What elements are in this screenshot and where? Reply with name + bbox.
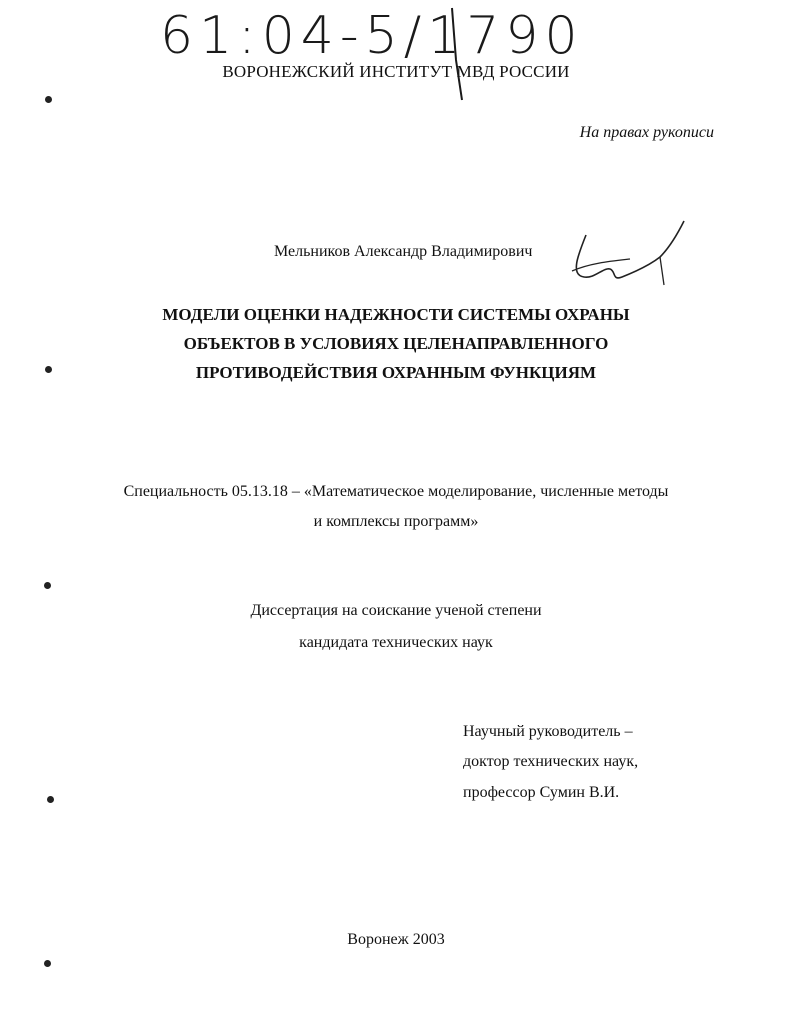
dissertation-title-line-3: ПРОТИВОДЕЙСТВИЯ ОХРАННЫМ ФУНКЦИЯМ [195,363,597,382]
binding-mark [45,96,52,103]
supervisor-line-1: Научный руководитель – [463,723,633,740]
author-signature [560,215,700,295]
specialty-line-2: и комплексы программ» [313,513,479,530]
handwritten-archive-code: 61:04-5/1790 [160,6,584,66]
specialty-line-1: Специальность 05.13.18 – «Математическое моделирование, численные методы [123,483,669,500]
degree-line-1: Диссертация на соискание ученой степени [250,602,542,619]
binding-mark [47,796,54,803]
supervisor-line-3: профессор Сумин В.И. [463,784,620,801]
author-name: Мельников Александр Владимирович [274,243,533,260]
degree-line-2: кандидата технических наук [299,634,493,651]
rights-note: На правах рукописи [579,124,714,141]
dissertation-title-line-2: ОБЪЕКТОВ В УСЛОВИЯХ ЦЕЛЕНАПРАВЛЕННОГО [183,334,609,353]
supervisor-line-2: доктор технических наук, [463,753,639,770]
institute-name: ВОРОНЕЖСКИЙ ИНСТИТУТ МВД РОССИИ [222,62,570,81]
dissertation-title-line-1: МОДЕЛИ ОЦЕНКИ НАДЕЖНОСТИ СИСТЕМЫ ОХРАНЫ [162,305,630,324]
binding-mark [45,366,52,373]
binding-mark [44,582,51,589]
binding-mark [44,960,51,967]
city-year: Воронеж 2003 [347,931,445,948]
